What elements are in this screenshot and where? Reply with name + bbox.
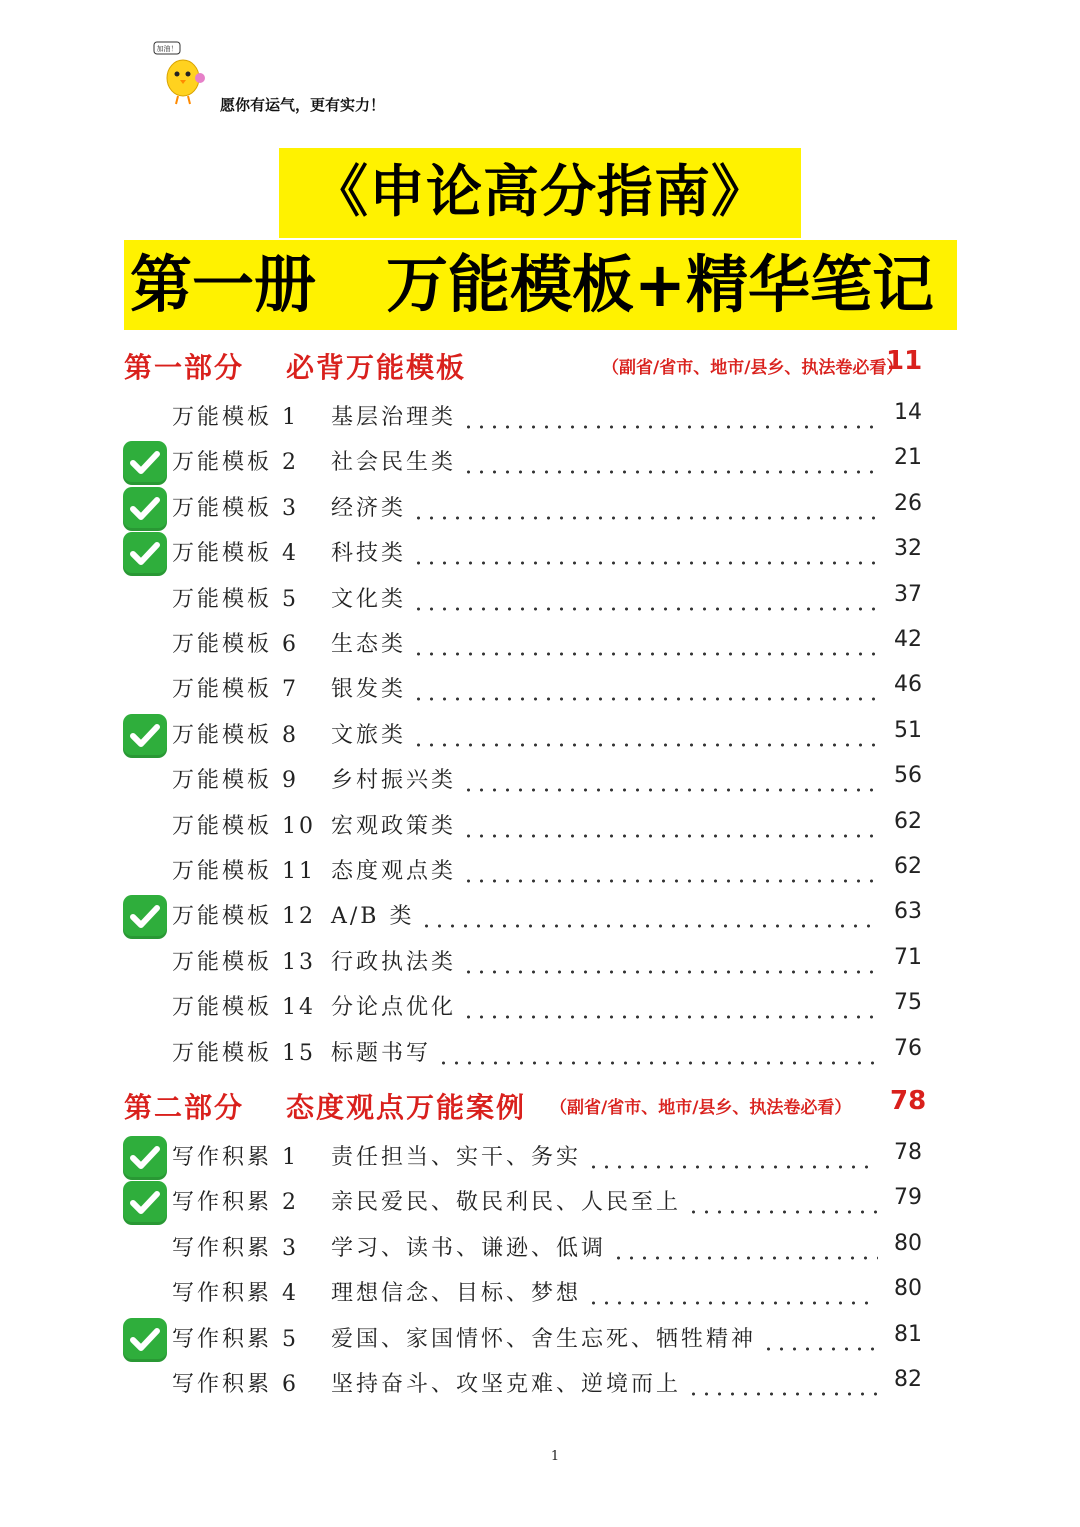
entry-topic: 行政执法类 bbox=[331, 949, 457, 975]
entry-label: 万能模板 1 bbox=[172, 405, 299, 430]
dot-leader bbox=[462, 834, 878, 838]
section-part-label: 第一部分 bbox=[124, 351, 245, 384]
checkmark-icon bbox=[123, 895, 167, 939]
entry-page: 80 bbox=[894, 1276, 922, 1302]
toc-entry[interactable] bbox=[0, 1231, 1080, 1276]
entry-label: 万能模板 6 bbox=[172, 632, 299, 657]
checkmark-icon bbox=[123, 1136, 167, 1180]
entry-label: 万能模板 3 bbox=[172, 495, 299, 521]
checkmark-icon bbox=[123, 1181, 167, 1225]
section-note: （副省/省市、地市/县乡、执法卷必看） bbox=[550, 1098, 852, 1118]
toc-entry[interactable] bbox=[0, 1322, 1080, 1367]
toc-entry[interactable] bbox=[0, 1036, 1080, 1081]
dot-leader bbox=[462, 1015, 878, 1019]
entry-page: 37 bbox=[894, 581, 922, 607]
section-page: 78 bbox=[890, 1086, 927, 1116]
checkmark-icon bbox=[123, 532, 167, 576]
entry-topic: 宏观政策类 bbox=[331, 813, 457, 839]
entry-topic: 经济类 bbox=[331, 495, 407, 521]
toc-entry[interactable] bbox=[0, 718, 1080, 763]
entry-page: 26 bbox=[894, 490, 922, 516]
entry-label: 万能模板 4 bbox=[172, 541, 299, 567]
entry-topic: 科技类 bbox=[331, 541, 407, 567]
entry-page: 63 bbox=[894, 899, 922, 925]
entry-topic: 标题书写 bbox=[331, 1040, 432, 1066]
dot-leader bbox=[587, 1165, 878, 1169]
entry-page: 42 bbox=[894, 627, 922, 652]
entry-label: 写作积累 5 bbox=[172, 1326, 299, 1352]
entry-topic: 乡村振兴类 bbox=[331, 768, 457, 794]
entry-page: 46 bbox=[894, 672, 922, 698]
entry-topic: 理想信念、目标、梦想 bbox=[331, 1281, 582, 1307]
section-name: 必背万能模板 bbox=[286, 351, 467, 384]
toc-entry[interactable] bbox=[0, 1185, 1080, 1230]
entry-page: 71 bbox=[894, 944, 922, 970]
entry-topic: 爱国、家国情怀、舍生忘死、牺牲精神 bbox=[331, 1326, 757, 1352]
dot-leader bbox=[587, 1301, 878, 1305]
toc-entry[interactable] bbox=[0, 400, 1080, 445]
entry-page: 62 bbox=[894, 808, 922, 834]
entry-page: 32 bbox=[894, 536, 922, 562]
entry-topic: 文化类 bbox=[331, 586, 407, 612]
book-title: 《申论高分指南》 bbox=[279, 148, 801, 238]
entry-topic: 亲民爱民、敬民利民、人民至上 bbox=[331, 1190, 682, 1216]
toc-entry[interactable] bbox=[0, 627, 1080, 672]
entry-label: 万能模板 7 bbox=[172, 677, 299, 703]
entry-label: 万能模板 2 bbox=[172, 450, 299, 476]
entry-label: 万能模板 12 bbox=[172, 904, 316, 930]
entry-page: 62 bbox=[894, 854, 922, 879]
chick-mascot-icon bbox=[150, 40, 220, 110]
dot-leader bbox=[462, 970, 878, 974]
toc-entry[interactable] bbox=[0, 763, 1080, 808]
dot-leader bbox=[412, 607, 878, 611]
checkmark-icon bbox=[123, 714, 167, 758]
dot-leader bbox=[412, 743, 878, 747]
entry-label: 万能模板 11 bbox=[172, 859, 316, 884]
dot-leader bbox=[420, 924, 878, 928]
entry-topic: A/B 类 bbox=[331, 904, 415, 930]
toc-entry[interactable] bbox=[0, 536, 1080, 581]
volume-label: 第一册 bbox=[130, 248, 317, 321]
entry-page: 51 bbox=[894, 717, 922, 743]
toc-entry[interactable] bbox=[0, 899, 1080, 944]
dot-leader bbox=[462, 470, 878, 474]
dot-leader bbox=[412, 516, 878, 520]
entry-topic: 态度观点类 bbox=[331, 859, 457, 884]
entry-topic: 文旅类 bbox=[331, 722, 407, 748]
dot-leader bbox=[412, 561, 878, 565]
entry-label: 万能模板 9 bbox=[172, 768, 299, 794]
toc-entry[interactable] bbox=[0, 1367, 1080, 1412]
dot-leader bbox=[462, 788, 878, 792]
entry-label: 万能模板 10 bbox=[172, 813, 316, 839]
toc-entry[interactable] bbox=[0, 945, 1080, 990]
dot-leader bbox=[687, 1210, 878, 1214]
entry-topic: 银发类 bbox=[331, 677, 407, 703]
entry-label: 万能模板 8 bbox=[172, 722, 299, 748]
section-heading-1 bbox=[124, 346, 924, 386]
dot-leader bbox=[687, 1392, 878, 1396]
section-page: 11 bbox=[886, 346, 923, 376]
entry-page: 82 bbox=[894, 1367, 922, 1392]
toc-entry[interactable] bbox=[0, 1276, 1080, 1321]
dot-leader bbox=[462, 879, 878, 883]
toc-entry[interactable] bbox=[0, 672, 1080, 717]
entry-page: 14 bbox=[894, 400, 922, 425]
dot-leader bbox=[437, 1061, 878, 1065]
entry-label: 写作积累 6 bbox=[172, 1372, 299, 1397]
volume-title bbox=[124, 240, 957, 330]
entry-page: 21 bbox=[894, 445, 922, 471]
toc-entry[interactable] bbox=[0, 854, 1080, 899]
entry-label: 写作积累 4 bbox=[172, 1281, 299, 1307]
entry-page: 78 bbox=[894, 1140, 922, 1165]
toc-entry[interactable] bbox=[0, 582, 1080, 627]
entry-label: 万能模板 5 bbox=[172, 586, 299, 612]
dot-leader bbox=[412, 697, 878, 701]
entry-label: 万能模板 14 bbox=[172, 995, 316, 1021]
entry-topic: 社会民生类 bbox=[331, 450, 457, 476]
dot-leader bbox=[612, 1256, 878, 1260]
entry-topic: 分论点优化 bbox=[331, 995, 457, 1021]
dot-leader bbox=[762, 1347, 878, 1351]
page-number: 1 bbox=[550, 1449, 560, 1464]
entry-label: 写作积累 2 bbox=[172, 1190, 299, 1216]
entry-page: 80 bbox=[894, 1230, 922, 1256]
entry-topic: 责任担当、实干、务实 bbox=[331, 1145, 582, 1170]
entry-label: 万能模板 15 bbox=[172, 1040, 316, 1066]
section-name: 态度观点万能案例 bbox=[286, 1091, 527, 1124]
section-part-label: 第二部分 bbox=[124, 1091, 245, 1124]
section-note: （副省/省市、地市/县乡、执法卷必看） bbox=[602, 358, 904, 378]
motto-text: 愿你有运气，更有实力！ bbox=[220, 96, 386, 114]
entry-topic: 生态类 bbox=[331, 632, 407, 657]
toc-entry[interactable] bbox=[0, 990, 1080, 1035]
checkmark-icon bbox=[123, 441, 167, 485]
toc-entry[interactable] bbox=[0, 809, 1080, 854]
checkmark-icon bbox=[123, 1318, 167, 1362]
toc-entry[interactable] bbox=[0, 445, 1080, 490]
svg-text:加油！: 加油！ bbox=[156, 45, 178, 53]
checkmark-icon bbox=[123, 487, 167, 531]
entry-label: 万能模板 13 bbox=[172, 949, 316, 975]
entry-page: 56 bbox=[894, 763, 922, 789]
entry-label: 写作积累 3 bbox=[172, 1235, 299, 1261]
entry-topic: 基层治理类 bbox=[331, 405, 457, 430]
entry-page: 81 bbox=[894, 1321, 922, 1347]
entry-topic: 学习、读书、谦逊、低调 bbox=[331, 1235, 607, 1261]
entry-page: 75 bbox=[894, 990, 922, 1016]
entry-label: 写作积累 1 bbox=[172, 1145, 299, 1170]
dot-leader bbox=[412, 652, 878, 656]
entry-page: 79 bbox=[894, 1185, 922, 1211]
dot-leader bbox=[462, 425, 878, 429]
toc-entry[interactable] bbox=[0, 491, 1080, 536]
entry-topic: 坚持奋斗、攻坚克难、逆境而上 bbox=[331, 1372, 682, 1397]
volume-subtitle: 万能模板+精华笔记 bbox=[386, 248, 934, 321]
section-heading-2 bbox=[124, 1086, 927, 1126]
toc-entry[interactable] bbox=[0, 1140, 1080, 1185]
entry-page: 76 bbox=[894, 1035, 922, 1061]
